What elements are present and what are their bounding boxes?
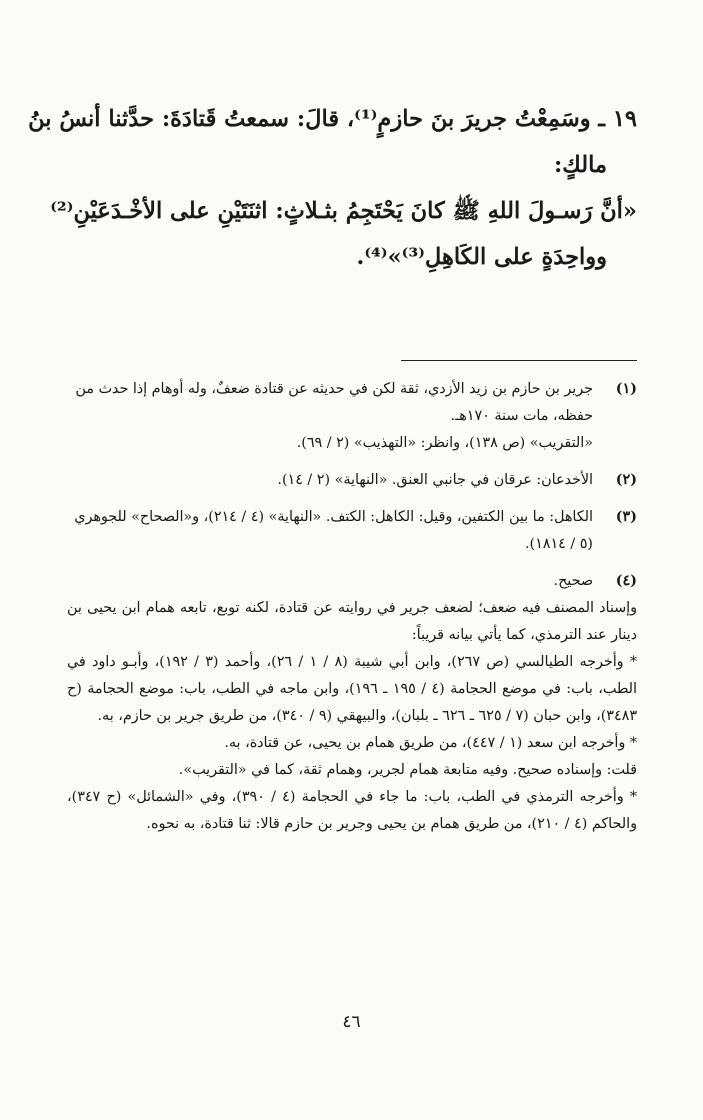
footnote-2 [67,467,637,494]
footnote-1 [67,376,637,457]
footnotes [67,376,637,838]
footnote-text: صحيح. [553,573,593,589]
footnote-4 [67,568,637,595]
footnote-text: الأخدعان: عرقان في جانبي العنق. «النهاية» (٢ / ١٤). [277,472,593,488]
footnote-number: (١) [615,381,637,397]
footnote-number: (٣) [615,509,637,525]
footnote-4-paragraph: * وأخرجه الطيالسي (ص ٢٦٧)، وابن أبي شيبة (٨ / ١ / ٢٦)، وأحمد (٣ / ١٩٢)، وأبـو داود في الطب، باب: في موضع الحجامة (٤ / ١٩٥ ـ ١٩٦)، وابن ماجه في الطب، باب: موضع الحجامة (ح ٣٤٨٣)، وابن حبان (٧ / ٦٢٥ ـ ٦٢٦ ـ بلبان)، والبيهقي (٩ / ٣٤٠)، من طريق جرير بن حازم، به. [67,654,638,724]
footnote-number: (٢) [615,472,637,488]
hadith-text [28,96,637,280]
footnote-text: «التقريب» (ص ١٣٨)، وانظر: «التهذيب» (٢ / ٦٩). [296,435,593,451]
footnote-number: (٤) [615,573,637,589]
footnote-text: جرير بن حازم بن زيد الأزدي، ثقة لكن في حديثه عن قتادة ضعفٌ، وله أوهام إذا حدث من حفظه، مات سنة ١٧٠هـ. [75,381,593,424]
page-number: ٤٦ [342,1012,361,1032]
hadith-line-2: مالكٍ: [553,152,607,178]
hadith-line-3: «أنَّ رَسـولَ اللهِ ﷺ كانَ يَحْتَجِمُ بثـلاثٍ: اثنَتَيْنِ على الأخْـدَعَيْنِ⁽²⁾ [50,198,637,224]
footnote-4-paragraph: قلت: وإسناده صحيح. وفيه متابعة همام لجرير، وهمام ثقة، كما في «التقريب». [178,762,637,778]
footnote-4-paragraph: وإسناد المصنف فيه ضعف؛ لضعف جرير في روايته عن قتادة، لكنه توبع، تابعه همام ابن يحيى بن دينار عند الترمذي، كما يأتي بيانه قريباً: [67,600,637,643]
footnote-4-paragraph: * وأخرجه الترمذي في الطب، باب: ما جاء في الحجامة (٤ / ٣٩٠)، وفي «الشمائل» (ح ٣٤٧)، والحاكم (٤ / ٢١٠)، من طريق همام بن يحيى وجرير بن حازم قالا: ثنا قتادة، به نحوه. [67,789,637,832]
footnote-text: الكاهل: ما بين الكتفين، وقيل: الكاهل: الكتف. «النهاية» (٤ / ٢١٤)، و«الصحاح» للجوهري (٥ / ١٨١٤). [74,509,593,552]
hadith-line-4: وواحِدَةٍ على الكَاهِلِ⁽³⁾»⁽⁴⁾. [356,244,607,270]
footnote-separator [401,360,637,361]
footnote-3 [67,504,637,558]
footnote-4-paragraph: * وأخرجه ابن سعد (١ / ٤٤٧)، من طريق همام بن يحيى، عن قتادة، به. [224,735,637,751]
hadith-line-1: ١٩ ـ وسَمِعْتُ جريرَ بنَ حازمٍ⁽¹⁾، قالَ: سمعتُ قَتادَةَ: حدَّثنا أنسُ بنُ [28,106,637,132]
